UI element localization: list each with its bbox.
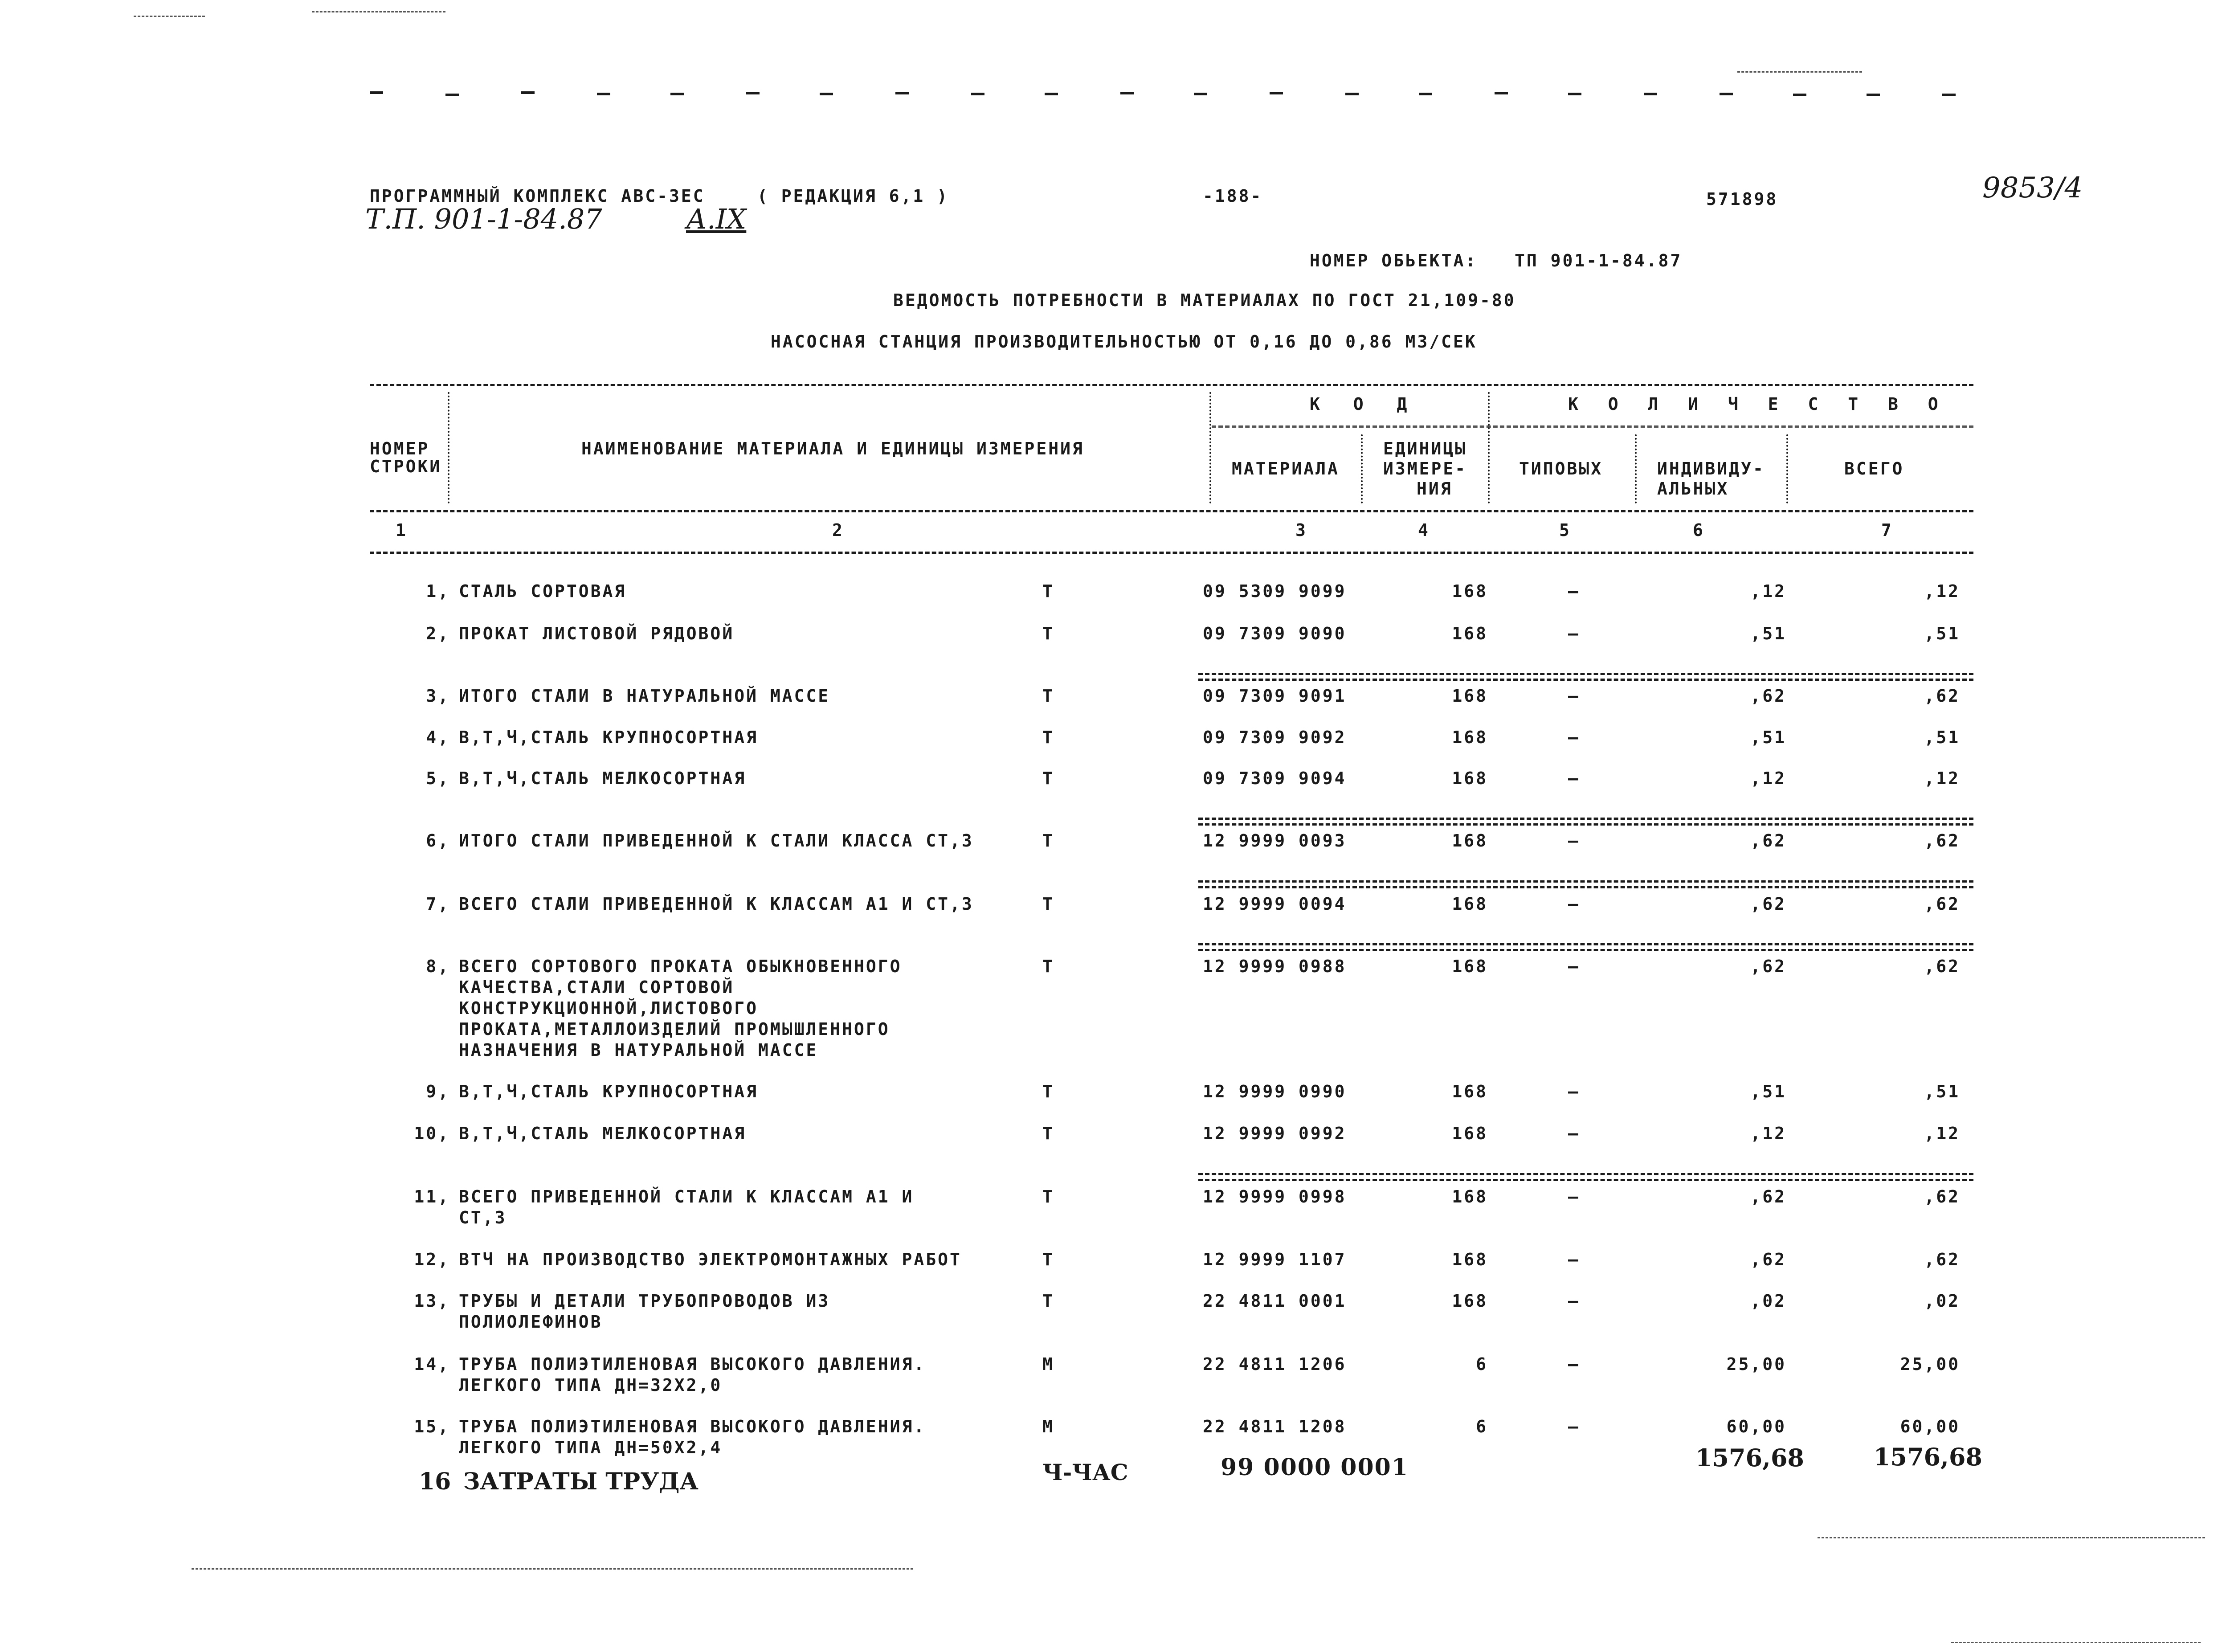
row-number: 5, [426,769,450,788]
individual-quantity: ,62 [1750,1187,1786,1206]
total-quantity: ,02 [1924,1291,1960,1311]
material-code: 12 9999 0992 [1203,1124,1347,1143]
row-number: 9, [426,1082,450,1101]
unit-of-measure: Т [1042,1124,1054,1143]
individual-quantity: ,62 [1750,957,1786,976]
unit-code: 168 [1452,1124,1488,1143]
typical-quantity: – [1568,1291,1580,1311]
individual-quantity: ,51 [1750,1082,1786,1101]
typical-quantity: – [1568,769,1580,788]
scan-line [1737,71,1862,73]
total-quantity: ,12 [1924,1124,1960,1143]
material-name: КОНСТРУКЦИОННОЙ,ЛИСТОВОГО [459,998,758,1018]
unit-of-measure: Т [1042,831,1054,851]
material-name: НАЗНАЧЕНИЯ В НАТУРАЛЬНОЙ МАССЕ [459,1040,818,1060]
unit-of-measure: Т [1042,894,1054,914]
typical-quantity: – [1568,1250,1580,1269]
individual-quantity: ,51 [1750,624,1786,643]
typical-quantity: – [1568,1187,1580,1206]
unit-of-measure: Т [1042,1082,1054,1101]
col-number: 4 [1418,520,1430,540]
unit-code: 6 [1476,1354,1488,1374]
scan-line [1818,1537,2205,1538]
total-quantity: ,12 [1924,581,1960,601]
col-number: 5 [1559,520,1571,540]
unit-code: 168 [1452,957,1488,976]
material-name-header: НАИМЕНОВАНИЕ МАТЕРИАЛА И ЕДИНИЦЫ ИЗМЕРЕНИЯ [581,439,1084,458]
material-name: ВСЕГО СТАЛИ ПРИВЕДЕННОЙ К КЛАССАМ А1 И СТ,3 [459,894,974,914]
typical-quantity: – [1568,1417,1580,1436]
material-name: ИТОГО СТАЛИ В НАТУРАЛЬНОЙ МАССЕ [459,686,830,706]
unit-code: 168 [1452,769,1488,788]
page-number: -188- [1203,186,1263,206]
col-number: 6 [1693,520,1705,540]
subtotal-rule [1198,1173,1973,1181]
typical-quantity: – [1568,831,1580,851]
unit-code: 168 [1452,686,1488,706]
row-number: 13, [414,1291,450,1311]
typical-quantity: – [1568,1124,1580,1143]
object-value: ТП 901-1-84.87 [1515,251,1683,270]
typical-quantity: – [1568,894,1580,914]
unit-header-1: ЕДИНИЦЫ [1383,439,1467,458]
column-separator [1635,434,1637,503]
material-name: ИТОГО СТАЛИ ПРИВЕДЕННОЙ К СТАЛИ КЛАССА СТ,3 [459,831,974,851]
material-name: ВСЕГО СОРТОВОГО ПРОКАТА ОБЫКНОВЕННОГО [459,957,902,976]
row-number: 3, [426,686,450,706]
unit-code: 168 [1452,894,1488,914]
material-name: ЛЕГКОГО ТИПА ДН=32Х2,0 [459,1375,723,1395]
column-separator [1361,434,1363,503]
unit-code: 168 [1452,1291,1488,1311]
unit-header-3: НИЯ [1417,479,1453,499]
total-quantity: ,51 [1924,624,1960,643]
material-code: 99 0000 0001 [1221,1454,1409,1481]
total-quantity: ,51 [1924,728,1960,747]
scan-line [134,16,205,17]
material-name: СТ,3 [459,1208,507,1227]
total-quantity: ,62 [1924,894,1960,914]
material-code: 12 9999 0093 [1203,831,1347,851]
row-number: 7, [426,894,450,914]
material-name: КАЧЕСТВА,СТАЛИ СОРТОВОЙ [459,977,735,997]
material-name: СТАЛЬ СОРТОВАЯ [459,581,627,601]
doc-code: 571898 [1706,189,1778,209]
unit-of-measure: М [1042,1354,1054,1374]
unit-code: 168 [1452,581,1488,601]
typical-quantity: – [1568,686,1580,706]
subtotal-rule [1198,818,1973,826]
typical-quantity: – [1568,581,1580,601]
individual-quantity: ,62 [1750,1250,1786,1269]
material-code: 09 5309 9099 [1203,581,1347,601]
total-quantity: 60,00 [1900,1417,1960,1436]
material-code: 22 4811 0001 [1203,1291,1347,1311]
individual-quantity: ,62 [1750,686,1786,706]
row-number: 2, [426,624,450,643]
header-mid-rule [370,510,1973,512]
individual-quantity: ,62 [1750,894,1786,914]
material-name: ВСЕГО ПРИВЕДЕННОЙ СТАЛИ К КЛАССАМ А1 И [459,1187,914,1206]
material-code: 12 9999 0990 [1203,1082,1347,1101]
material-code: 22 4811 1208 [1203,1417,1347,1436]
document-title: ВЕДОМОСТЬ ПОТРЕБНОСТИ В МАТЕРИАЛАХ ПО ГОСТ 21,109-80 [893,290,1516,310]
individual-quantity: 25,00 [1726,1354,1786,1374]
row-number: 12, [414,1250,450,1269]
unit-code: 168 [1452,624,1488,643]
typical-quantity: – [1568,1354,1580,1374]
total-header: ВСЕГО [1844,459,1904,478]
row-number: 10, [414,1124,450,1143]
column-separator [1786,434,1788,503]
scan-line [192,1568,913,1570]
unit-of-measure: Т [1042,686,1054,706]
individual-header-1: ИНДИВИДУ- [1657,459,1765,478]
corner-note: 9853/4 [1982,172,2083,204]
row-number: 16 [419,1468,451,1495]
total-quantity: ,62 [1924,831,1960,851]
material-name: В,Т,Ч,СТАЛЬ КРУПНОСОРТНАЯ [459,728,758,747]
unit-of-measure: Т [1042,1187,1054,1206]
material-name: В,Т,Ч,СТАЛЬ МЕЛКОСОРТНАЯ [459,1124,747,1143]
material-name: ПРОКАТ ЛИСТОВОЙ РЯДОВОЙ [459,624,735,643]
row-number: 6, [426,831,450,851]
material-name: ЛЕГКОГО ТИПА ДН=50Х2,4 [459,1438,723,1457]
row-number: 8, [426,957,450,976]
unit-of-measure: Т [1042,1250,1054,1269]
unit-of-measure: Т [1042,728,1054,747]
material-code: 12 9999 0094 [1203,894,1347,914]
scan-line [1951,1642,2201,1643]
typical-quantity: – [1568,957,1580,976]
individual-quantity: ,12 [1750,769,1786,788]
unit-of-measure: Т [1042,957,1054,976]
row-number-header: НОМЕР [370,439,430,458]
material-code: 09 7309 9092 [1203,728,1347,747]
column-separator [1209,392,1211,503]
individual-quantity: ,62 [1750,831,1786,851]
unit-of-measure: М [1042,1417,1054,1436]
subtotal-rule [1198,880,1973,888]
program-name: ПРОГРАММНЫЙ КОМПЛЕКС АВС-3ЕС [370,186,705,206]
material-name: ВТЧ НА ПРОИЗВОДСТВО ЭЛЕКТРОМОНТАЖНЫХ РАБОТ [459,1250,962,1269]
material-code-header: МАТЕРИАЛА [1232,459,1340,478]
individual-quantity: ,12 [1750,1124,1786,1143]
handwritten-album: А.IX [686,203,747,235]
material-code: 09 7309 9094 [1203,769,1347,788]
subtotal-rule [1198,943,1973,951]
total-quantity: 25,00 [1900,1354,1960,1374]
row-number: 11, [414,1187,450,1206]
subtotal-rule [1198,673,1973,681]
individual-quantity: 60,00 [1726,1417,1786,1436]
material-name: В,Т,Ч,СТАЛЬ МЕЛКОСОРТНАЯ [459,769,747,788]
material-code: 09 7309 9091 [1203,686,1347,706]
material-name: ТРУБА ПОЛИЭТИЛЕНОВАЯ ВЫСОКОГО ДАВЛЕНИЯ. [459,1417,926,1436]
material-name: ТРУБА ПОЛИЭТИЛЕНОВАЯ ВЫСОКОГО ДАВЛЕНИЯ. [459,1354,926,1374]
individual-quantity: ,51 [1750,728,1786,747]
typical-quantity: – [1568,624,1580,643]
total-quantity: ,62 [1924,1187,1960,1206]
subheader-rule [1212,425,1973,428]
material-name: ТРУБЫ И ДЕТАЛИ ТРУБОПРОВОДОВ ИЗ [459,1291,830,1311]
row-number: 14, [414,1354,450,1374]
handwritten-project: Т.П. 901-1-84.87 [365,203,602,235]
total-quantity: ,62 [1924,957,1960,976]
col-number: 2 [832,520,844,540]
material-code: 12 9999 0998 [1203,1187,1347,1206]
unit-of-measure: Ч-ЧАС [1042,1459,1128,1485]
unit-of-measure: Т [1042,581,1054,601]
total-quantity: ,51 [1924,1082,1960,1101]
individual-quantity: 1576,68 [1695,1443,1804,1472]
edition-label: ( РЕДАКЦИЯ 6,1 ) [757,186,949,206]
row-number: 1, [426,581,450,601]
document-subtitle: НАСОСНАЯ СТАНЦИЯ ПРОИЗВОДИТЕЛЬНОСТЬЮ ОТ 0,16 ДО 0,86 М3/СЕК [771,332,1477,352]
row-number: 4, [426,728,450,747]
material-code: 12 9999 1107 [1203,1250,1347,1269]
typical-quantity: – [1568,1082,1580,1101]
total-quantity: 1576,68 [1873,1443,1982,1471]
row-number-header-2: СТРОКИ [370,457,442,476]
material-code: 12 9999 0988 [1203,957,1347,976]
quantity-group-header: К О Л И Ч Е С Т В О [1568,394,1948,414]
column-separator [1488,392,1490,503]
code-group-header: К О Д [1310,394,1419,414]
material-name: ПОЛИОЛЕФИНОВ [459,1312,603,1332]
material-name: В,Т,Ч,СТАЛЬ КРУПНОСОРТНАЯ [459,1082,758,1101]
material-name: ПРОКАТА,МЕТАЛЛОИЗДЕЛИЙ ПРОМЫШЛЕННОГО [459,1019,890,1039]
header-bottom-rule [370,552,1973,554]
unit-of-measure: Т [1042,769,1054,788]
unit-code: 6 [1476,1417,1488,1436]
individual-header-2: АЛЬНЫХ [1657,479,1729,499]
material-code: 22 4811 1206 [1203,1354,1347,1374]
column-separator [448,392,449,503]
row-number: 15, [414,1417,450,1436]
material-code: 09 7309 9090 [1203,624,1347,643]
total-quantity: ,62 [1924,1250,1960,1269]
unit-header-2: ИЗМЕРЕ- [1383,459,1467,478]
unit-code: 168 [1452,728,1488,747]
unit-of-measure: Т [1042,624,1054,643]
material-name: ЗАТРАТЫ ТРУДА [463,1468,698,1495]
unit-code: 168 [1452,1250,1488,1269]
col-number: 3 [1295,520,1307,540]
typical-quantity: – [1568,728,1580,747]
total-quantity: ,62 [1924,686,1960,706]
individual-quantity: ,02 [1750,1291,1786,1311]
object-label: НОМЕР ОБЬЕКТА: [1310,251,1478,270]
total-quantity: ,12 [1924,769,1960,788]
col-number: 7 [1881,520,1893,540]
scan-line [312,11,445,12]
individual-quantity: ,12 [1750,581,1786,601]
unit-code: 168 [1452,831,1488,851]
col-number: 1 [396,520,408,540]
unit-code: 168 [1452,1082,1488,1101]
unit-code: 168 [1452,1187,1488,1206]
typical-header: ТИПОВЫХ [1519,459,1603,478]
header-top-rule [370,384,1973,386]
unit-of-measure: Т [1042,1291,1054,1311]
